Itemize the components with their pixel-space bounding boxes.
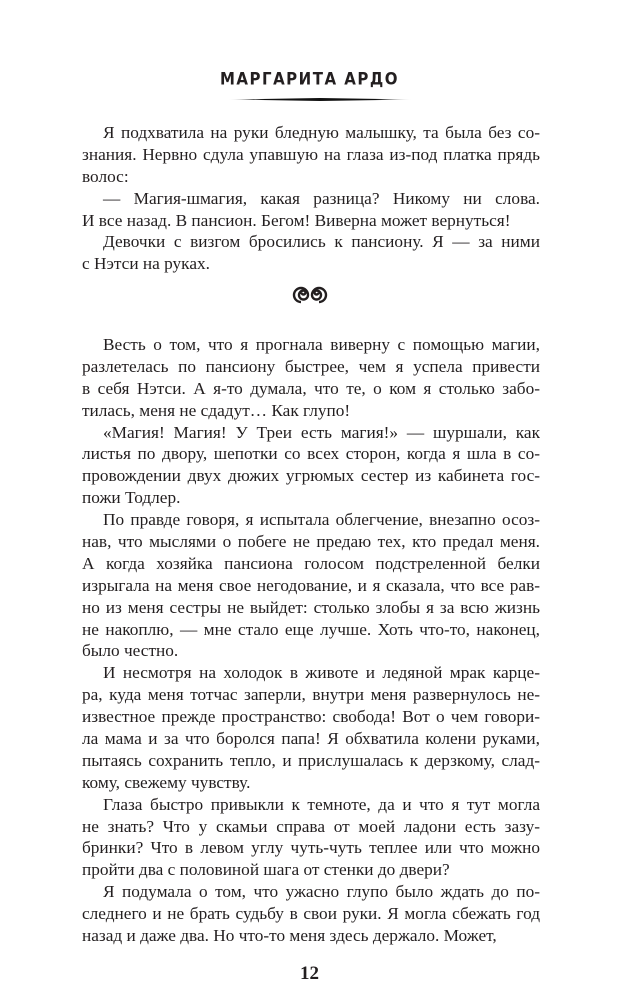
text-line: Девочки с визгом бросились к пансиону. Я — за ними xyxy=(103,232,540,252)
text-line: но из меня сестры не выйдет: столько злобы я за всю жизнь xyxy=(82,597,540,617)
text-line: «Магия! Магия! У Треи есть магия!» — шуршали, как xyxy=(103,422,540,442)
text-line: знания. Нервно сдула упавшую на глаза из-под платка прядь xyxy=(82,144,540,164)
text-line: не знать? Что у скамьи справа от моей ладони есть зазу- xyxy=(82,816,540,836)
text-line: волос: xyxy=(82,166,129,186)
text-line: ла мама и за что боролся папа! Я обхватила колени руками, xyxy=(82,729,540,749)
text-line: — Магия-шмагия, какая разница? Никому ни слова. xyxy=(103,188,540,208)
text-line: провождении двух дюжих угрюмых сестер из кабинета гос- xyxy=(82,466,540,486)
text-line: разлетелась по пансиону быстрее, чем я успела привести xyxy=(82,356,540,376)
text-line: кому, свежему чувству. xyxy=(82,772,251,792)
header-rule-divider xyxy=(228,98,412,101)
running-header xyxy=(0,70,619,89)
text-section-2 xyxy=(82,334,540,947)
text-line: И все назад. В пансион. Бегом! Виверна может вернуться! xyxy=(82,210,511,230)
text-line: Я подумала о том, что ужасно глупо было ждать до по- xyxy=(103,882,540,902)
section-break-ornament-icon xyxy=(0,286,619,312)
text-line: По правде говоря, я испытала облегчение, внезапно осоз- xyxy=(103,510,540,530)
text-line: ра, куда меня тотчас заперли, внутри меня развернулось не- xyxy=(82,685,540,705)
text-line: изрыгала на меня свое негодование, и я сказала, что все рав- xyxy=(82,575,540,595)
text-line: тилась, меня не сдадут… Как глупо! xyxy=(82,400,351,420)
paragraph xyxy=(82,881,540,947)
text-line: листья по двору, шепотки со всех сторон, когда я шла в со- xyxy=(82,444,540,464)
author-name: МАРГАРИТА АРДО xyxy=(219,69,400,89)
text-section-1 xyxy=(82,122,540,275)
text-line: известное прежде пространство: свобода! Вот о чем говори- xyxy=(82,707,540,727)
text-line: Глаза быстро привыкли к темноте, да и что я тут могла xyxy=(103,794,540,814)
page-number: 12 xyxy=(300,963,319,984)
text-line: Весть о том, что я прогнала виверну с помощью магии, xyxy=(103,335,540,354)
paragraph xyxy=(82,509,540,662)
text-line: А когда хозяйка пансиона голосом подстреленной белки xyxy=(82,553,540,573)
text-line: бринки? Что в левом углу чуть-чуть теплее или что можно xyxy=(82,838,540,858)
text-line: пожи Тодлер. xyxy=(82,488,181,508)
paragraph xyxy=(82,188,540,232)
text-line: назад и даже два. Но что-то меня здесь держало. Может, xyxy=(82,926,497,946)
text-line: с Нэтси на руках. xyxy=(82,254,210,274)
text-line: не накоплю, — мне стало еще лучше. Хоть что-то, наконец, xyxy=(82,619,540,639)
text-line: было честно. xyxy=(82,641,179,661)
text-line: в себя Нэтси. А я-то думала, что те, о ком я столько забо- xyxy=(82,378,540,398)
paragraph xyxy=(82,122,540,188)
text-line: следнего и не брать судьбу в свои руки. Я могла сбежать год xyxy=(82,904,540,924)
text-line: И несмотря на холодок в животе и ледяной мрак карце- xyxy=(103,663,540,683)
paragraph xyxy=(82,334,540,422)
text-line: Я подхватила на руки бледную малышку, та была без со- xyxy=(103,123,540,142)
text-line: пройти два с половиной шага от стенки до двери? xyxy=(82,860,450,880)
text-line: пытаясь сохранить тепло, и прислушалась к дерзкому, слад- xyxy=(82,750,540,770)
paragraph xyxy=(82,231,540,275)
paragraph xyxy=(82,794,540,882)
paragraph xyxy=(82,422,540,510)
text-line: нав, что мыслями о побеге не предаю тех, кто предал меня. xyxy=(82,532,540,552)
swirl-ornament-icon xyxy=(292,286,328,306)
paragraph xyxy=(82,662,540,793)
